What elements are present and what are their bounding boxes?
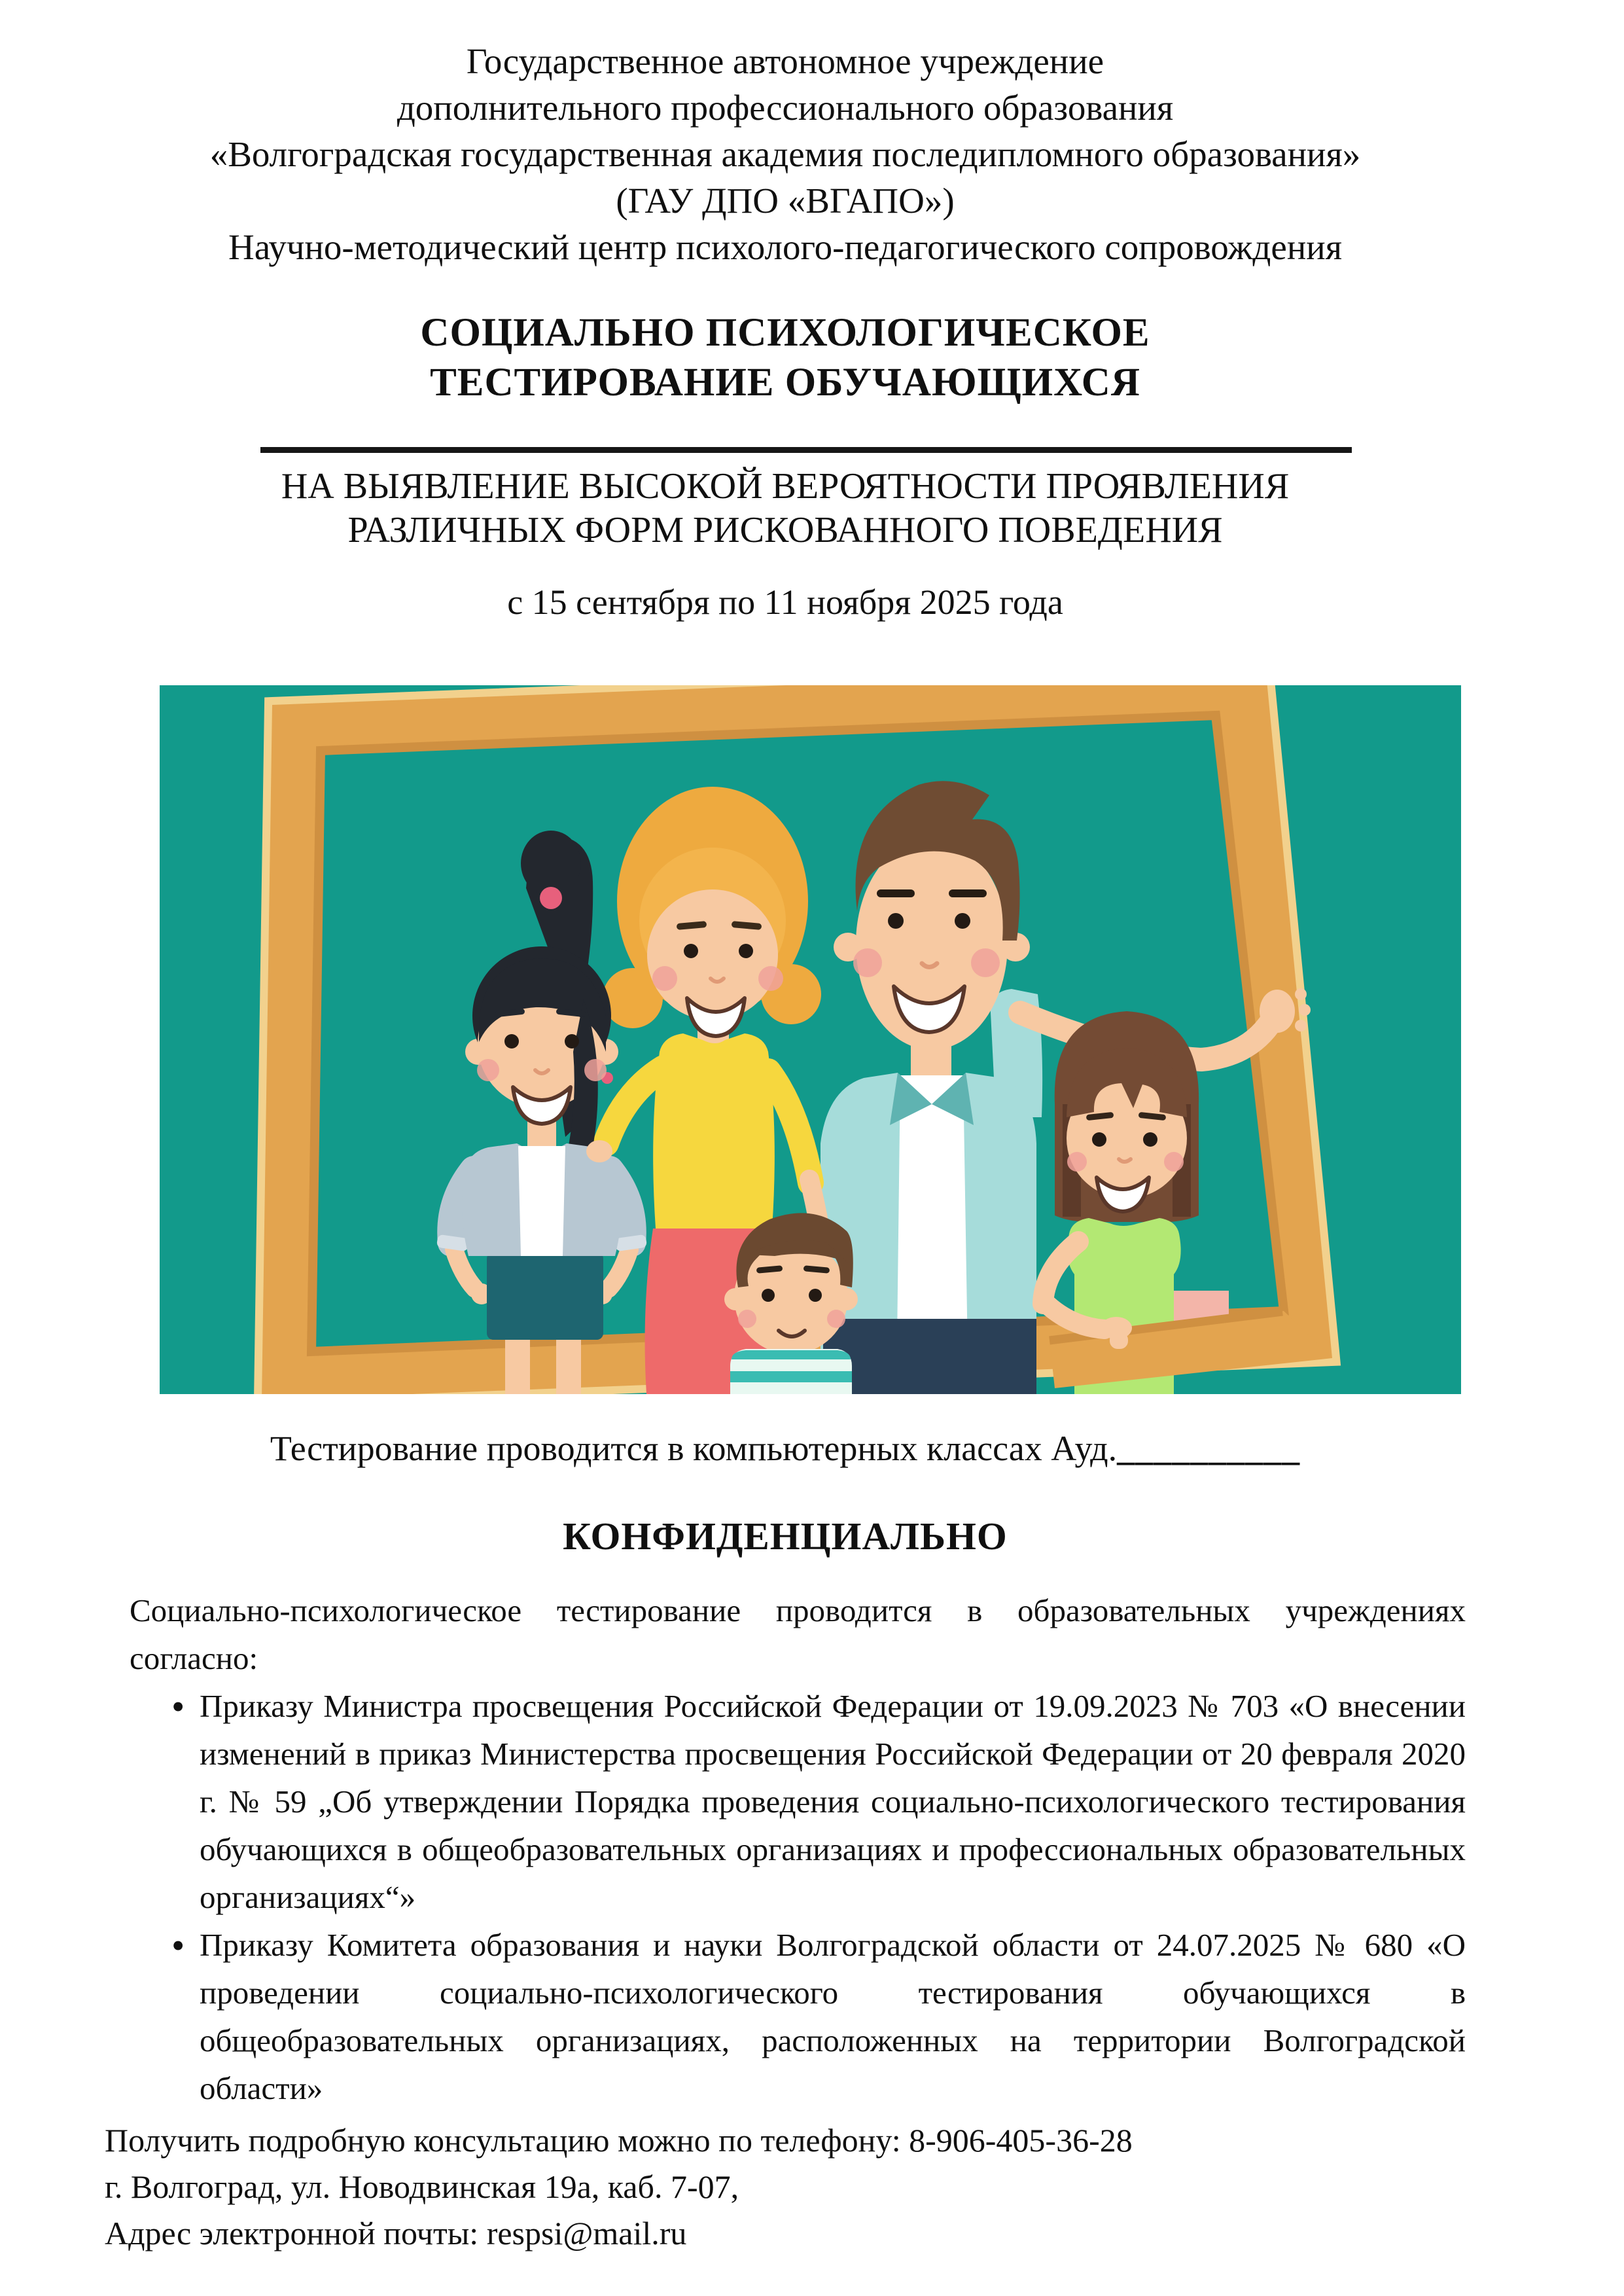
mother-hand-on-shoulder <box>586 1140 612 1162</box>
family-illustration <box>160 685 1461 1394</box>
order-2-line-1: • Приказу Комитета образования и науки Волгоградской области от 24.07.2025 № 680 «О <box>200 1927 1466 1963</box>
order-1-line-2: изменений в приказ Министерства просвещения Российской Федерации от 20 февраля 2020 <box>200 1736 1466 1772</box>
date-range: с 15 сентября по 11 ноября 2025 года <box>507 583 1063 622</box>
order-1-line-1: • Приказу Министра просвещения Российской Федерации от 19.09.2023 № 703 «О внесении <box>200 1688 1466 1724</box>
org-line-2: дополнительного профессионального образования <box>397 88 1174 128</box>
order-2-line-4: области» <box>200 2070 323 2106</box>
confidential-heading: КОНФИДЕНЦИАЛЬНО <box>563 1515 1008 1558</box>
orders-list <box>105 1682 1466 2112</box>
order-1-line-4: обучающихся в общеобразовательных организациях и профессиональных образовательных <box>200 1831 1466 1867</box>
family-illustration-svg <box>160 685 1461 1394</box>
aud-blank-field: __________ <box>1117 1429 1301 1468</box>
order-2-line-2: проведении социально-психологического тестирования обучающихся в <box>200 1975 1466 2011</box>
subtitle-line-2: РАЗЛИЧНЫХ ФОРМ РИСКОВАННОГО ПОВЕДЕНИЯ <box>347 510 1223 550</box>
org-header <box>105 0 1466 270</box>
testing-location-line <box>105 1427 1466 1470</box>
document-page <box>105 0 1466 2257</box>
order-item-2 <box>105 1921 1466 2112</box>
org-line-5: Научно-методический центр психолого-педагогического сопровождения <box>228 227 1342 267</box>
main-title <box>105 308 1466 408</box>
order-2-line-3: общеобразовательных организациях, расположенных на территории Волгоградской <box>200 2022 1466 2058</box>
order-1-line-3: г. № 59 „Об утверждении Порядка проведения социально-психологического тестирования <box>200 1784 1466 1820</box>
org-line-4: (ГАУ ДПО «ВГАПО») <box>616 181 955 221</box>
address-line: г. Волгоград, ул. Новодвинская 19а, каб. 7-07, <box>105 2168 739 2205</box>
subtitle-line-1: НА ВЫЯВЛЕНИЕ ВЫСОКОЙ ВЕРОЯТНОСТИ ПРОЯВЛЕНИЯ <box>281 466 1290 507</box>
title-line-1: СОЦИАЛЬНО ПСИХОЛОГИЧЕСКОЕ <box>420 311 1150 355</box>
testing-location-text: Тестирование проводится в компьютерных классах Ауд. <box>270 1429 1118 1468</box>
contact-footer <box>105 2117 1466 2257</box>
intro-paragraph: Социально-психологическое тестирование проводится в образовательных учреждениях согласно: <box>130 1592 1466 1676</box>
title-line-2: ТЕСТИРОВАНИЕ ОБУЧАЮЩИХСЯ <box>430 361 1140 404</box>
title-underline-rule <box>260 447 1352 453</box>
order-item-1 <box>105 1682 1466 1921</box>
org-line-1: Государственное автономное учреждение <box>466 41 1104 81</box>
phone-line: Получить подробную консультацию можно по телефону: 8-906-405-36-28 <box>105 2122 1133 2159</box>
email-line: Адрес электронной почты: respsi@mail.ru <box>105 2215 687 2251</box>
org-line-3: «Волгоградская государственная академия последипломного образования» <box>209 134 1361 174</box>
subtitle <box>105 465 1466 552</box>
order-1-line-5: организациях“» <box>200 1879 416 1915</box>
